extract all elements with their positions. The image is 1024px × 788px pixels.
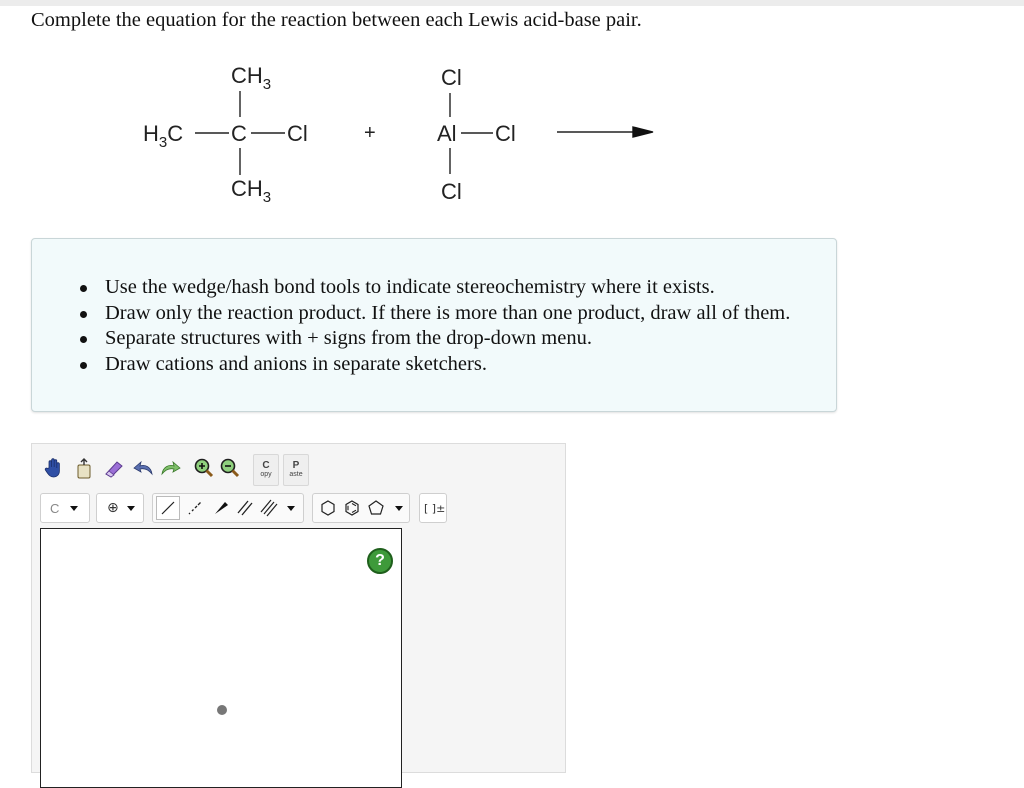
wedge-bond-tool[interactable] xyxy=(209,496,233,520)
eraser-tool[interactable] xyxy=(102,456,126,480)
structure-sketcher xyxy=(31,443,566,773)
single-bond-tool[interactable] xyxy=(156,496,180,520)
plus-charge-icon: ⊕ xyxy=(107,500,119,516)
wedge-bond-icon xyxy=(212,499,230,517)
instruction-item: Draw only the reaction product. If there is more than one product, draw all of them. xyxy=(105,301,790,327)
instruction-item: Draw cations and anions in separate sketchers. xyxy=(105,352,790,378)
zoom-in-icon xyxy=(193,457,215,479)
hexagon-ring-tool[interactable] xyxy=(317,497,339,519)
instructions-box xyxy=(31,238,837,412)
al-right-chlorine-label: Cl xyxy=(495,121,516,146)
ring-dropdown[interactable] xyxy=(391,502,407,514)
plus-sign: + xyxy=(364,122,376,144)
paste-label-small: aste xyxy=(289,471,303,478)
chevron-down-icon xyxy=(287,506,295,511)
hash-bond-tool[interactable] xyxy=(183,496,207,520)
copy-label-big: C xyxy=(262,460,270,471)
reaction-arrow xyxy=(557,127,653,137)
bottom-methyl-label: $CH_3$ xyxy=(231,176,272,206)
undo-button[interactable] xyxy=(132,456,156,480)
triple-bond-tool[interactable] xyxy=(257,496,281,520)
instruction-item: Use the wedge/hash bond tools to indicate stereochemistry where it exists. xyxy=(105,275,790,301)
help-button[interactable]: ? xyxy=(367,548,393,574)
al-bottom-chlorine-label: Cl xyxy=(441,179,462,204)
drawing-canvas[interactable] xyxy=(40,528,402,788)
redo-icon xyxy=(159,459,181,477)
instruction-item: Separate structures with + signs from the drop-down menu. xyxy=(105,326,790,352)
central-carbon-label: C xyxy=(231,121,247,146)
chlorine-label: Cl xyxy=(287,121,308,146)
paste-button[interactable] xyxy=(283,454,309,486)
reactant-tert-butyl-chloride xyxy=(143,63,308,206)
bracket-icon: [ ]± xyxy=(424,501,446,515)
ring-tools-group xyxy=(312,493,410,523)
reactant-aluminum-chloride xyxy=(437,65,516,204)
bracket-charge-tool[interactable] xyxy=(419,493,447,523)
al-top-chlorine-label: Cl xyxy=(441,65,462,90)
redo-button[interactable] xyxy=(158,456,182,480)
pentagon-icon xyxy=(367,499,385,517)
copy-label-small: opy xyxy=(260,471,272,478)
chevron-down-icon xyxy=(395,506,403,511)
instructions-list xyxy=(105,275,790,377)
eraser-icon xyxy=(103,458,125,478)
single-bond-icon xyxy=(159,499,177,517)
triple-bond-icon xyxy=(260,499,278,517)
pentagon-ring-tool[interactable] xyxy=(365,497,387,519)
hand-icon xyxy=(44,457,64,479)
benzene-icon xyxy=(343,499,361,517)
double-bond-icon xyxy=(236,499,254,517)
canvas-dot xyxy=(217,705,227,715)
bond-tools-group xyxy=(152,493,304,523)
lasso-tool[interactable] xyxy=(72,456,96,480)
double-bond-tool[interactable] xyxy=(233,496,257,520)
benzene-ring-tool[interactable] xyxy=(341,497,363,519)
top-methyl-label: $CH_3$ xyxy=(231,63,272,93)
undo-icon xyxy=(133,459,155,477)
aluminum-label: Al xyxy=(437,121,457,146)
element-selected: C xyxy=(50,500,60,516)
zoom-out-button[interactable] xyxy=(218,456,242,480)
charge-dropdown[interactable] xyxy=(96,493,144,523)
paste-label-big: P xyxy=(292,460,300,471)
lasso-select-icon xyxy=(76,457,92,479)
zoom-in-button[interactable] xyxy=(192,456,216,480)
question-text: Complete the equation for the reaction between each Lewis acid-base pair. xyxy=(31,9,642,31)
copy-button[interactable] xyxy=(253,454,279,486)
hexagon-icon xyxy=(319,499,337,517)
left-methyl-label: $H_3C$ xyxy=(143,121,184,151)
hash-bond-icon xyxy=(186,499,204,517)
reaction-equation xyxy=(0,0,1024,230)
hand-tool[interactable] xyxy=(42,456,66,480)
bond-dropdown[interactable] xyxy=(283,502,299,514)
element-dropdown[interactable] xyxy=(40,493,90,523)
chevron-down-icon xyxy=(127,506,135,511)
zoom-out-icon xyxy=(219,457,241,479)
chevron-down-icon xyxy=(70,506,78,511)
